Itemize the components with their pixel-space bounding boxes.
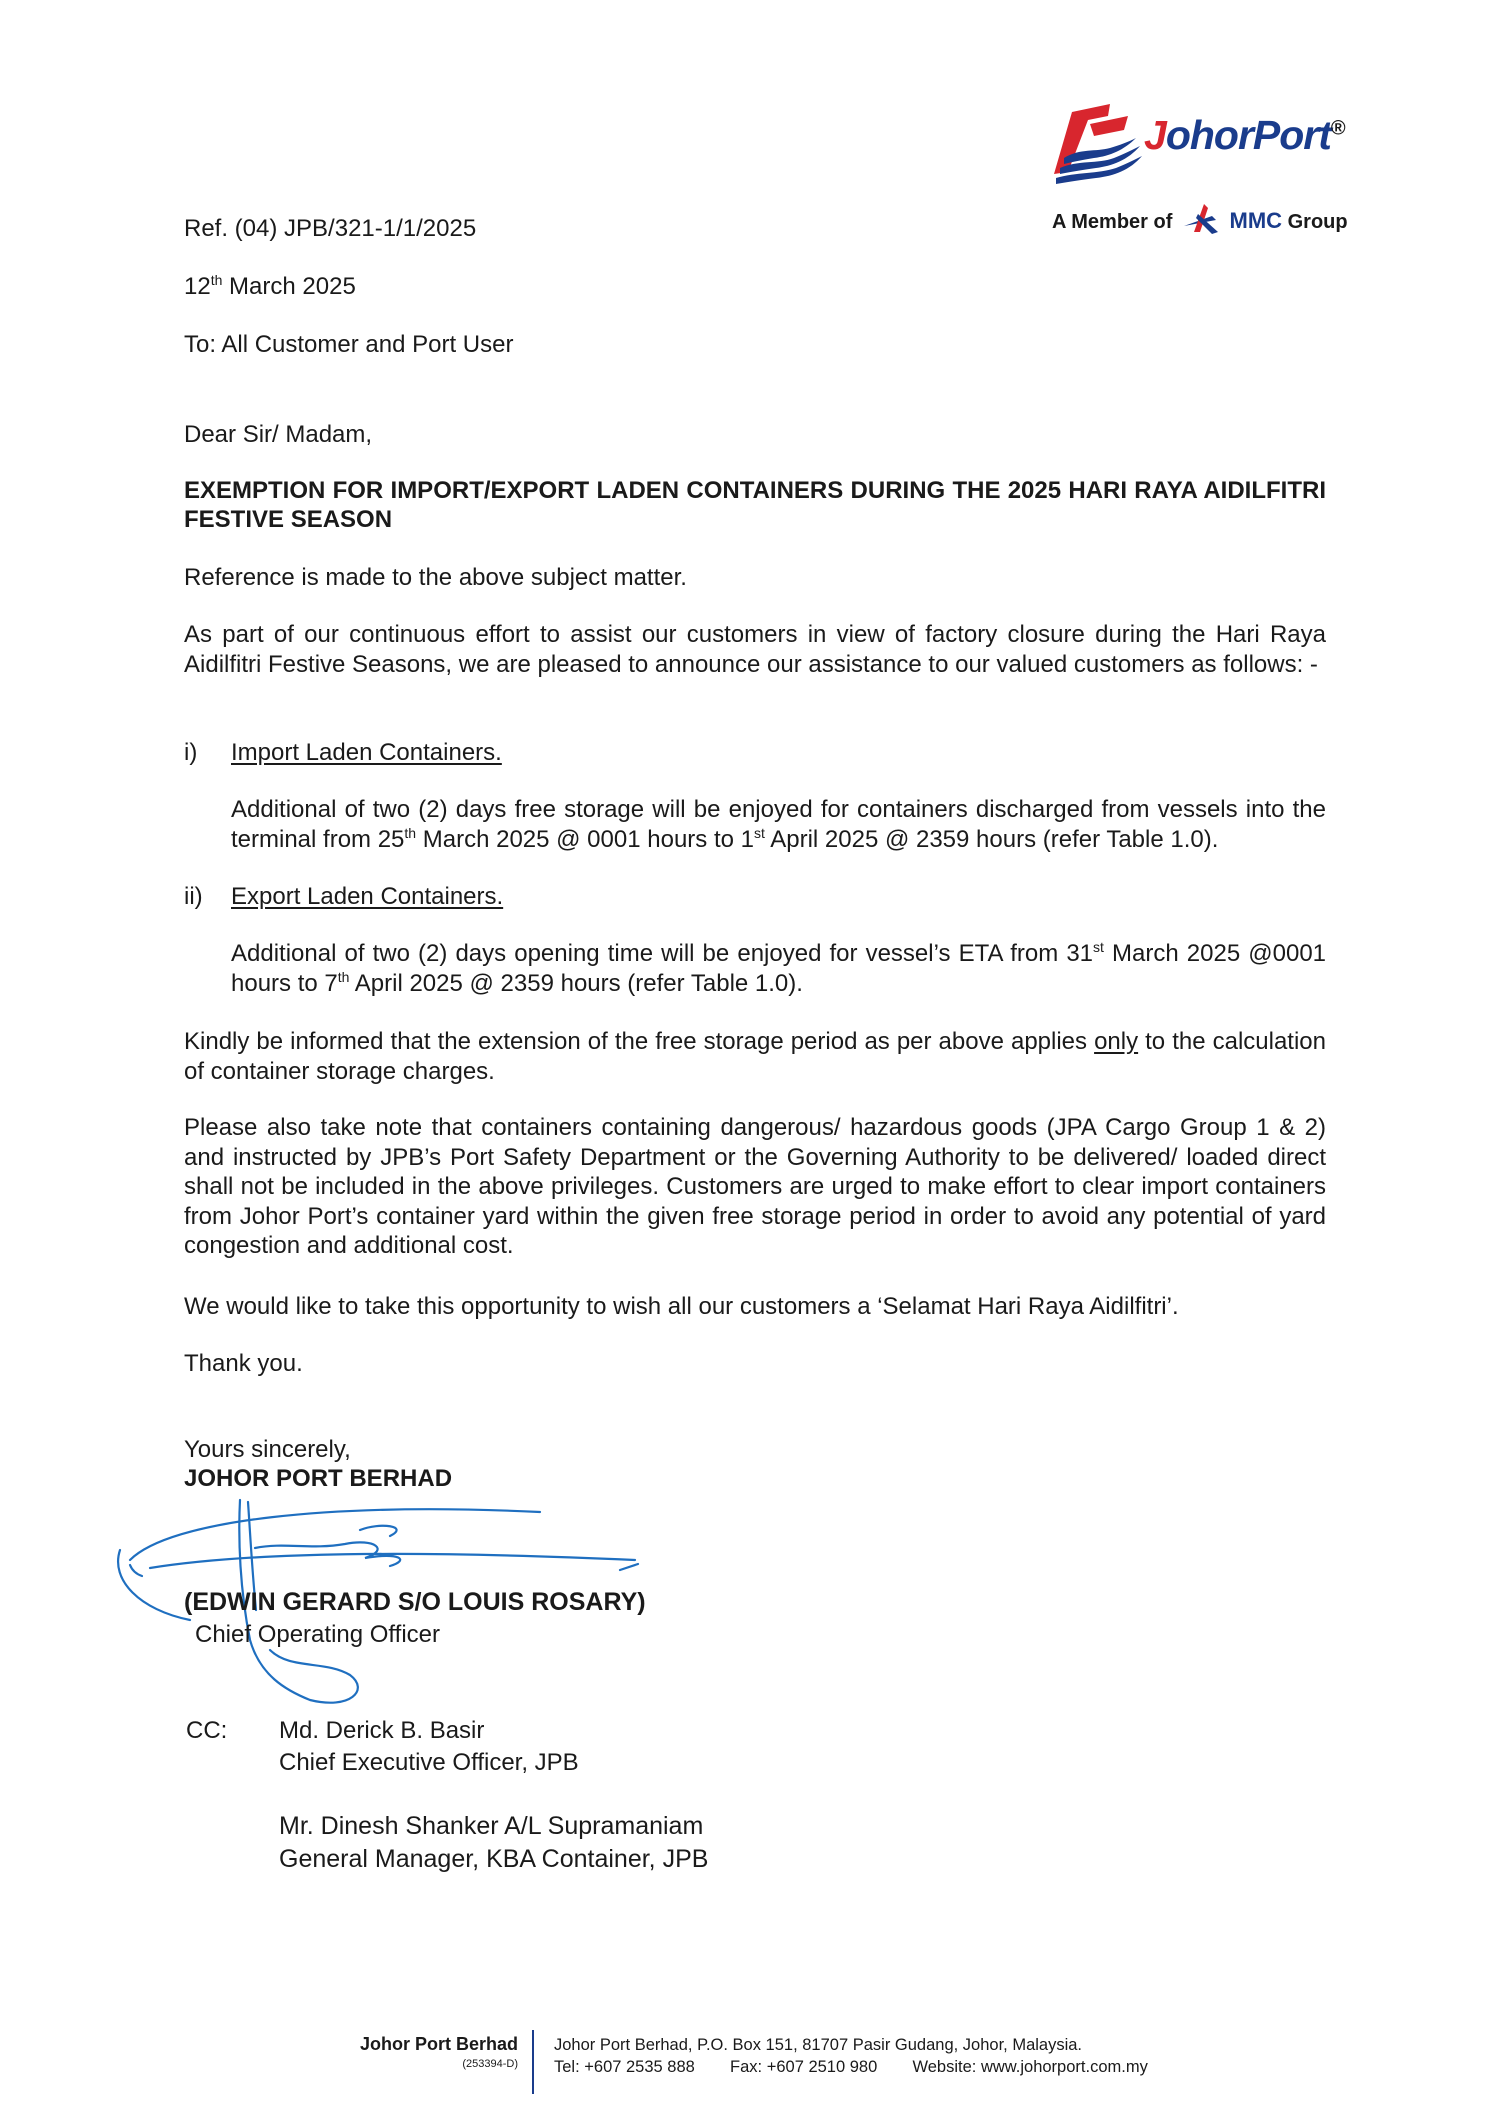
item-1-heading: Import Laden Containers. [231, 739, 502, 766]
closing: Yours sincerely, [184, 1436, 351, 1463]
letterhead-logo [1050, 98, 1390, 238]
reference-number: Ref. (04) JPB/321-1/1/2025 [184, 215, 477, 242]
reference-line: Reference is made to the above subject matter. [184, 564, 687, 591]
intro-paragraph: As part of our continuous effort to assist our customers in view of factory closure during the Hari Raya Aidilfitri Festive Seasons, we are pleased to announce our assistance to our valued customers as follows: - [184, 621, 1326, 678]
item-2-numeral: ii) [184, 883, 203, 910]
signatory-name: (EDWIN GERARD S/O LOUIS ROSARY) [184, 1588, 646, 1616]
item-1-text: Additional of two (2) days free storage will be enjoyed for containers discharged from vessels into the terminal from 25th March 2025 @ 0001 hours to 1st April 2025 @ 2359 hours (refer Table 1.0). [231, 796, 1326, 853]
item-1-numeral: i) [184, 739, 198, 766]
item-2-text: Additional of two (2) days opening time will be enjoyed for vessel’s ETA from 31st March 2025 @0001 hours to 7th April 2025 @ 2359 hours (refer Table 1.0). [231, 939, 1327, 997]
hazard-paragraph: Please also take note that containers containing dangerous/ hazardous goods (JPA Cargo Group 1 & 2) and instructed by JPB’s Port Safety Department or the Governing Authority to be delivered/ loaded direct shall not be included in the above privileges. Customers are urged to make effort to clear import containers from Johor Port’s container yard within the given free storage period in order to avoid any potential of yard congestion and additional cost. [184, 1114, 1326, 1259]
footer-company: Johor Port Berhad [359, 2034, 518, 2054]
festive-wish: We would like to take this opportunity to wish all our customers a ‘Selamat Hari Raya Aidilfitri’. [184, 1293, 1179, 1320]
footer [300, 2030, 1200, 2094]
mmc-logo-icon [1182, 202, 1222, 236]
recipient-line: To: All Customer and Port User [184, 331, 514, 358]
item-2-heading: Export Laden Containers. [231, 883, 504, 910]
signatory-title: Chief Operating Officer [195, 1621, 441, 1648]
cc-label: CC: [186, 1717, 228, 1744]
footer-registration: (253394-D) [462, 2058, 518, 2070]
johor-port-emblem-icon [1050, 102, 1146, 188]
footer-fax: Fax: +607 2510 980 [730, 2058, 878, 2076]
thank-you: Thank you. [184, 1350, 303, 1377]
subject-heading: EXEMPTION FOR IMPORT/EXPORT LADEN CONTAINERS DURING THE 2025 HARI RAYA AIDILFITRI FESTIVE SEASON [184, 477, 1326, 533]
cc-recipient-1-name: Md. Derick B. Basir [279, 1717, 485, 1744]
footer-address: Johor Port Berhad, P.O. Box 151, 81707 Pasir Gudang, Johor, Malaysia. [554, 2036, 1083, 2054]
salutation: Dear Sir/ Madam, [184, 421, 373, 448]
footer-tel: Tel: +607 2535 888 [554, 2058, 695, 2076]
cc-recipient-1-title: Chief Executive Officer, JPB [279, 1749, 579, 1776]
footer-contacts [554, 2058, 1148, 2077]
member-of-line: A Member of MMC Group [1052, 202, 1348, 236]
footer-website[interactable]: Website: www.johorport.com.my [912, 2058, 1148, 2076]
letter-date: 12th March 2025 [184, 272, 356, 300]
brand-name: JohorPort® [1144, 112, 1345, 158]
cc-recipient-2-name: Mr. Dinesh Shanker A/L Supramaniam [279, 1812, 704, 1840]
footer-divider [532, 2030, 534, 2094]
storage-note-paragraph: Kindly be informed that the extension of the free storage period as per above applies only to the calculation of container storage charges. [184, 1028, 1326, 1085]
company-name: JOHOR PORT BERHAD [184, 1465, 453, 1492]
cc-recipient-2-title: General Manager, KBA Container, JPB [279, 1845, 709, 1873]
